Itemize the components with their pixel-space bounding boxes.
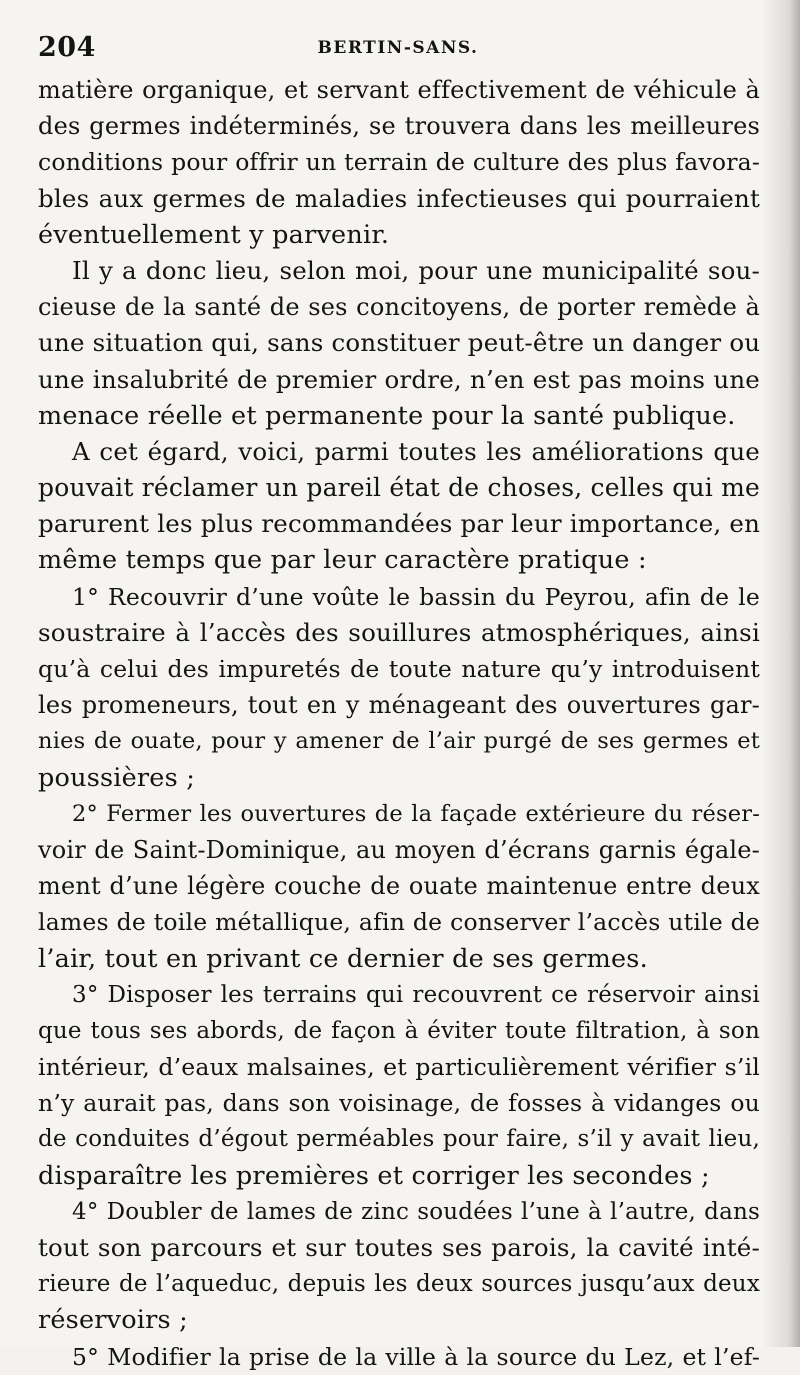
text-line: menace réelle et permanente pour la santé publique. [38, 400, 736, 431]
text-line: conditions pour offrir un terrain de culture des plus favora- [38, 148, 760, 177]
text-line: intérieur, d’eaux malsaines, et particulièrement vérifier s’il [38, 1053, 760, 1082]
text-line: tout son parcours et sur toutes ses parois, la cavité inté- [38, 1233, 760, 1262]
body-text [38, 72, 760, 1375]
text-line: bles aux germes de maladies infectieuses qui pourraient [38, 183, 760, 213]
text-line: des germes indéterminés, se trouvera dans les meilleures [38, 112, 760, 141]
text-line: de conduites d’égout perméables pour faire, s’il y avait lieu, [38, 1126, 760, 1153]
text-line: 2° Fermer les ouvertures de la façade extérieure du réser- [72, 800, 760, 827]
text-line: disparaître les premières et corriger les secondes ; [38, 1160, 710, 1191]
text-line: les promeneurs, tout en y ménageant des ouvertures gar- [38, 691, 760, 720]
text-line: cieuse de la santé de ses concitoyens, de porter remède à [38, 293, 760, 322]
running-head: BERTIN-SANS. [317, 38, 479, 58]
page-number: 204 [38, 32, 96, 63]
text-line: réservoirs ; [38, 1305, 188, 1336]
text-line: poussières ; [38, 762, 195, 793]
text-line: lames de toile métallique, afin de conserver l’accès utile de [38, 908, 760, 937]
text-line: 1° Recouvrir d’une voûte le bassin du Peyrou, afin de le [72, 582, 760, 611]
text-line: l’air, tout en privant ce dernier de ses germes. [38, 943, 648, 974]
text-line: soustraire à l’accès des souillures atmosphériques, ainsi [38, 617, 760, 647]
text-line: n’y aurait pas, dans son voisinage, de fosses à vidanges ou [38, 1089, 760, 1118]
text-line: voir de Saint-Dominique, au moyen d’écrans garnis égale- [38, 835, 760, 864]
page-edge-shadow [762, 0, 800, 1347]
text-line: nies de ouate, pour y amener de l’air purgé de ses germes et [38, 728, 760, 755]
text-line: ment d’une légère couche de ouate maintenue entre deux [38, 872, 760, 901]
text-line: que tous ses abords, de façon à éviter toute filtration, à son [38, 1017, 760, 1044]
text-line: 3° Disposer les terrains qui recouvrent ce réservoir ainsi [72, 981, 760, 1008]
text-line: pouvait réclamer un pareil état de choses, celles qui me [38, 473, 760, 503]
text-line: qu’à celui des impuretés de toute nature qu’y introduisent [38, 655, 760, 683]
text-line: parurent les plus recommandées par leur importance, en [38, 509, 760, 539]
text-line: 5° Modifier la prise de la ville à la source du Lez, et l’ef- [72, 1342, 760, 1371]
text-line: A cet égard, voici, parmi toutes les améliorations que [72, 436, 760, 466]
text-line: éventuellement y parvenir. [38, 219, 390, 250]
text-line: Il y a donc lieu, selon moi, pour une municipalité sou- [72, 255, 760, 285]
text-line: rieure de l’aqueduc, depuis les deux sources jusqu’aux deux [38, 1271, 760, 1298]
text-line: même temps que par leur caractère pratique : [38, 545, 647, 576]
text-line: matière organique, et servant effectivement de véhicule à [38, 76, 760, 104]
page-header [38, 28, 758, 68]
text-line: une insalubrité de premier ordre, n’en est pas moins une [38, 364, 760, 394]
text-line: une situation qui, sans constituer peut-être un danger ou [38, 328, 760, 358]
text-line: 4° Doubler de lames de zinc soudées l’une à l’autre, dans [72, 1198, 760, 1225]
